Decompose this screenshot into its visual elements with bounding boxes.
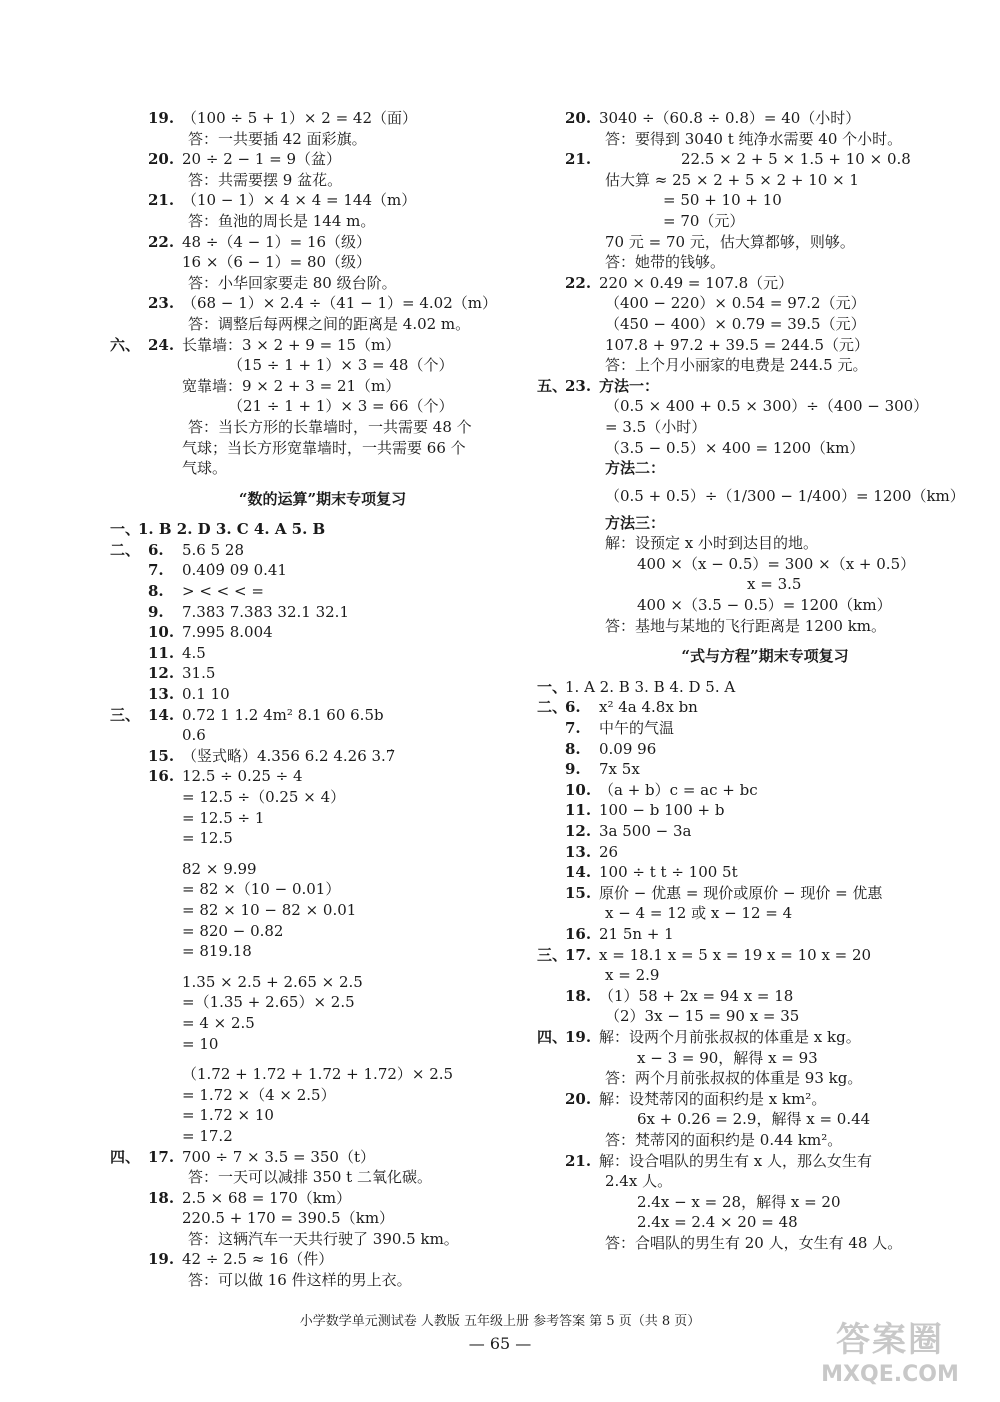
answer-line [565,1233,965,1254]
question-number: 21. [565,1151,592,1170]
answer-text: = 82 × 10 − 82 × 0.01 [182,900,357,919]
answer-line [537,697,965,718]
question-number: 19. [565,1027,592,1046]
heading-text: “式与方程”期末专项复习 [681,647,849,666]
answer-line [565,595,965,616]
question-number: 12. [148,664,175,683]
answer-text: 70 元 = 70 元，估大算都够，则够。 [605,232,855,251]
answer-text: 22.5 × 2 + 5 × 1.5 + 10 × 0.8 [681,150,911,169]
question-number: 6. [148,540,164,559]
answer-line [110,859,535,880]
answer-text: x − 4 = 12 或 x − 12 = 4 [605,904,793,923]
answer-line [565,211,965,232]
answer-text: 220 × 0.49 = 107.8（元） [599,273,794,292]
answer-line [110,684,535,705]
answer-line [110,314,535,335]
answer-text: x² 4a 4.8x bn [599,698,698,717]
answer-text: 0.6 [182,726,206,745]
answer-text: = 3.5（小时） [605,417,707,436]
answer-line [565,1068,965,1089]
answer-line [110,211,535,232]
answer-text: （15 ÷ 1 + 1）× 3 = 48（个） [228,356,454,375]
question-number: 22. [565,273,592,292]
answer-text: 答：梵蒂冈的面积约是 0.44 km²。 [605,1130,843,1149]
answer-line [110,643,535,664]
answer-line [110,252,535,273]
answer-line [110,828,535,849]
question-number: 10. [148,623,175,642]
answer-line [110,992,535,1013]
section-marker: 五、 [537,376,568,395]
answer-text: 答：要得到 3040 t 纯净水需要 40 个小时。 [605,129,903,148]
answer-text: （400 − 220）× 0.54 = 97.2（元） [605,294,866,313]
question-number: 20. [565,109,592,127]
answer-line [110,1229,535,1250]
question-number: 20. [565,1089,592,1108]
answer-text: 气球。 [182,459,228,478]
answer-line [565,924,965,945]
footer-info: 小学数学单元测试卷 人教版 五年级上册 参考答案 第 5 页（共 8 页） [299,1314,701,1329]
right-column [537,108,965,1253]
answer-text: （21 ÷ 1 + 1）× 3 = 66（个） [228,397,454,416]
answer-text: （2）3x − 15 = 90 x = 35 [605,1007,800,1026]
answer-line [110,108,535,129]
answer-line [110,622,535,643]
answer-text: 答：合唱队的男生有 20 人，女生有 48 人。 [605,1233,903,1252]
answer-text: x = 3.5 [747,575,802,594]
answer-text: （a + b）c = ac + bc [599,780,758,799]
answer-line [110,335,535,356]
answer-text: 7x 5x [599,760,640,779]
answer-line [565,273,965,294]
answer-text: 2.4x − x = 28，解得 x = 20 [637,1192,841,1211]
question-number: 8. [565,739,581,758]
answer-line [565,821,965,842]
answer-line [110,273,535,294]
answer-line [565,1192,965,1213]
answer-line [565,1006,965,1027]
answer-text: = 819.18 [182,942,252,961]
answer-text: 中午的气温 [599,719,675,738]
answer-text: 400 ×（3.5 − 0.5）= 1200（km） [637,596,892,615]
answer-text: 答：上个月小丽家的电费是 244.5 元。 [605,356,868,375]
answer-line [565,533,965,554]
answer-line [110,725,535,746]
question-number: 16. [565,924,592,943]
answer-text: 答：共需要摆 9 盆花。 [188,170,343,189]
answer-line [565,417,965,438]
question-number: 21. [148,191,175,210]
section-marker: 一、 [110,520,141,539]
answer-line [110,396,535,417]
answer-text: 7.383 7.383 32.1 32.1 [182,602,349,621]
section-marker: 六、 [110,335,141,354]
answer-text: = 1.72 ×（4 × 2.5） [182,1085,336,1104]
answer-line [565,1151,965,1172]
answer-text: 12.5 ÷ 0.25 ÷ 4 [182,767,303,786]
answer-line [565,1048,965,1069]
answer-text: 7.995 8.004 [182,623,273,642]
answer-text: 2.4x 人。 [605,1172,673,1191]
question-number: 6. [565,698,581,717]
answer-line [110,602,535,623]
answer-text: = 50 + 10 + 10 [663,191,782,210]
question-number: 15. [148,746,175,765]
answer-line [565,293,965,314]
question-number: 19. [148,1250,175,1269]
answer-line [565,458,965,479]
watermark-text: 答案圈 [836,1320,944,1360]
answer-line [565,800,965,821]
answer-line [565,335,965,356]
answer-text: 700 ÷ 7 × 3.5 = 350（t） [182,1147,376,1166]
answer-text: 方法三： [605,513,666,532]
answer-line [565,396,965,417]
answer-text: （1.72 + 1.72 + 1.72 + 1.72）× 2.5 [182,1065,454,1084]
answer-text: 2.5 × 68 = 170（km） [182,1188,352,1207]
answer-line [565,355,965,376]
answer-line [537,376,965,397]
question-number: 18. [565,986,592,1005]
answer-text: 16 ×（6 − 1）= 80（级） [182,253,372,272]
question-number: 8. [148,582,164,601]
answer-text: 0.1 10 [182,685,230,704]
answer-text: 400 ×（x − 0.5）= 300 ×（x + 0.5） [637,554,916,573]
answer-line [565,1212,965,1233]
question-number: 15. [565,883,592,902]
question-number: 17. [148,1147,175,1166]
answer-text: = 1.72 × 10 [182,1106,274,1125]
answer-text: = 82 ×（10 − 0.01） [182,880,341,899]
answer-line [110,1105,535,1126]
question-number: 13. [148,685,175,704]
section-marker: 四、 [537,1027,568,1046]
answer-text: 4.5 [182,643,206,662]
heading-text: “数的运算”期末专项复习 [238,489,407,508]
answer-line [565,252,965,273]
answer-text: 2.4x = 2.4 × 20 = 48 [637,1213,798,1232]
section-marker: 二、 [110,540,141,559]
question-number: 9. [148,602,164,621]
answer-text: = 4 × 2.5 [182,1013,255,1032]
answer-text: 解：设合唱队的男生有 x 人，那么女生有 [599,1151,872,1170]
answer-text: （10 − 1）× 4 × 4 = 144（m） [182,191,417,210]
answer-line [110,376,535,397]
answer-line [110,1249,535,1270]
answer-text: 解：设两个月前张叔叔的体重是 x kg。 [599,1027,861,1046]
answer-text: 42 ÷ 2.5 ≈ 16（件） [182,1250,334,1269]
answer-text: （450 − 400）× 0.79 = 39.5（元） [605,314,866,333]
answer-line [565,842,965,863]
answer-line [565,616,965,637]
answer-text: 宽靠墙：9 × 2 + 3 = 21（m） [182,376,401,395]
answer-line [110,787,535,808]
answer-text: 0.40̇9̇ 09 0.41 [182,561,287,580]
answer-line [537,945,965,966]
answer-text: 答：鱼池的周长是 144 m。 [188,211,376,230]
question-number: 14. [565,863,592,882]
answer-text: 0.09 96 [599,739,657,758]
answer-text: = 10 [182,1034,219,1053]
answer-text: 3040 ÷（60.8 ÷ 0.8）= 40（小时） [599,109,861,127]
answer-line [565,438,965,459]
answer-line [110,1013,535,1034]
question-number: 23. [148,294,175,313]
answer-line [565,862,965,883]
answer-text: 答：一天可以减排 350 t 二氧化碳。 [188,1168,432,1187]
answer-text: 答：一共要插 42 面彩旗。 [188,129,367,148]
answer-text: 方法二： [605,459,666,478]
question-number: 24. [148,335,175,354]
question-number: 11. [148,643,175,662]
section-marker: 三、 [537,945,568,964]
answer-line [110,293,535,314]
answer-text: 方法一： [599,376,660,395]
answer-line [565,1171,965,1192]
question-number: 21. [565,150,592,169]
answer-text: x = 18.1 x = 5 x = 19 x = 10 x = 20 [599,945,872,964]
answer-line [565,314,965,335]
section-marker: 二、 [537,698,568,717]
answer-text: = 70（元） [663,211,745,230]
answer-line [565,965,965,986]
question-number: 20. [148,150,175,169]
answer-text: 5.6 5 28 [182,540,245,559]
answer-line [110,1270,535,1291]
answer-line [565,479,965,513]
answer-line [110,1126,535,1147]
answer-line [565,190,965,211]
answer-line [110,663,535,684]
answer-text: = 12.5 ÷ 1 [182,808,265,827]
answer-line [110,417,535,438]
section-marker: 一、 [537,677,568,696]
answer-text: 6x + 0.26 = 2.9，解得 x = 0.44 [637,1110,871,1129]
answer-line [110,972,535,993]
answer-text: = 12.5 [182,829,233,848]
answer-line [537,677,965,698]
answer-text: 100 − b 100 + b [599,801,725,820]
question-number: 7. [565,719,581,738]
answer-line [110,232,535,253]
answer-text: 21 5n + 1 [599,924,674,943]
answer-line [110,190,535,211]
answer-line [110,941,535,962]
answer-line [110,581,535,602]
watermark-url: MXQE.COM [821,1362,959,1387]
answer-text: 答：调整后每两棵之间的距离是 4.02 m。 [188,314,471,333]
answer-line [565,1130,965,1151]
answer-text: =（1.35 + 2.65）× 2.5 [182,993,355,1012]
answer-text: 答：当长方形的长靠墙时，一共需要 48 个 [188,417,472,436]
question-number: 22. [148,232,175,251]
answer-text: 长靠墙：3 × 2 + 9 = 15（m） [182,335,401,354]
answer-line [110,560,535,581]
answer-line [565,108,965,129]
answer-line [537,1027,965,1048]
answer-text: 答：两个月前张叔叔的体重是 93 kg。 [605,1069,863,1088]
answer-text: （68 − 1）× 2.4 ÷（41 − 1）= 4.02（m） [182,294,497,313]
answer-line [565,739,965,760]
answer-text: 0.72 1 1.2 4m² 8.1 60 6.5b [182,705,384,724]
answer-line [110,879,535,900]
section-marker: 四、 [110,1147,141,1166]
answer-text: 1.35 × 2.5 + 2.65 × 2.5 [182,972,363,991]
question-number: 17. [565,945,592,964]
answer-line [110,170,535,191]
question-number: 9. [565,760,581,779]
question-number: 19. [148,109,175,127]
answer-text: 答：基地与某地的飞行距离是 1200 km。 [605,616,887,635]
answer-text: 答：小华回家要走 80 级台阶。 [188,273,397,292]
answer-line [565,170,965,191]
answer-text: x − 3 = 90，解得 x = 93 [637,1048,818,1067]
answer-text: （0.5 + 0.5）÷（1/300 − 1/400）= 1200（km） [605,486,965,505]
answer-text: 220.5 + 170 = 390.5（km） [182,1209,395,1228]
question-number: 12. [565,822,592,840]
answer-line [565,883,965,904]
question-number: 16. [148,767,175,786]
answer-text: （100 ÷ 5 + 1）× 2 = 42（面） [182,109,417,127]
answer-line [110,519,535,540]
answer-line [565,513,965,534]
answer-line [110,746,535,767]
answer-line [110,1188,535,1209]
answer-text: 48 ÷（4 − 1）= 16（级） [182,232,372,251]
answer-line [110,808,535,829]
answer-line [565,574,965,595]
answer-text: 20 ÷ 2 − 1 = 9（盆） [182,150,342,169]
watermark-logo [800,1318,980,1394]
answer-text: = 820 − 0.82 [182,921,284,940]
answer-text: 答：这辆汽车一天共行驶了 390.5 km。 [188,1229,459,1248]
answer-line [565,903,965,924]
answer-text: 3a 500 − 3a [599,822,692,840]
answer-line [565,759,965,780]
answer-text: （竖式略）4.356 6.2 4.26 3.7̇ [182,746,396,765]
answer-text: 原价 − 优惠 = 现价或原价 − 现价 = 优惠 [599,883,883,902]
answer-line [565,780,965,801]
section-heading [565,646,965,667]
section-marker: 三、 [110,705,141,724]
answer-text: = 12.5 ÷（0.25 × 4） [182,788,346,806]
page-number: — 65 — [468,1334,532,1353]
answer-line [565,232,965,253]
answer-line [110,1167,535,1188]
answer-line [565,554,965,575]
answer-line [110,1208,535,1229]
answer-line [565,149,965,170]
answer-line [110,766,535,787]
answer-line [110,540,535,561]
section-heading [110,489,535,510]
question-number: 7. [148,561,164,580]
answer-line [565,129,965,150]
answer-text: 气球；当长方形宽靠墙时，一共需要 66 个 [182,438,466,457]
question-number: 18. [148,1188,175,1207]
answer-line [110,458,535,479]
answer-text: 估大算 ≈ 25 × 2 + 5 × 2 + 10 × 1 [605,170,859,189]
answer-text: 26 [599,842,619,861]
answer-text: 31.5 [182,664,216,683]
question-number: 10. [565,780,592,799]
answer-line [110,1064,535,1085]
answer-line [110,1085,535,1106]
answer-line [110,705,535,726]
answer-line [110,1147,535,1168]
answer-line [110,438,535,459]
answer-text: （1）58 + 2x = 94 x = 18 [599,986,794,1005]
answer-text: 107.8 + 97.2 + 39.5 = 244.5（元） [605,335,869,354]
answer-text: 解：设梵蒂冈的面积约是 x km²。 [599,1089,827,1108]
answer-line [110,1034,535,1055]
answer-text: = 17.2 [182,1126,233,1145]
answer-text: 82 × 9.99 [182,859,257,878]
answer-line [110,149,535,170]
question-number: 23. [565,376,592,395]
answer-text: 答：她带的钱够。 [605,253,726,272]
answer-line [565,986,965,1007]
answer-line [110,900,535,921]
answer-text: （0.5 × 400 + 0.5 × 300）÷（400 − 300） [605,397,929,416]
answer-line [565,1089,965,1110]
answer-text: 答：可以做 16 件这样的男上衣。 [188,1271,412,1290]
answer-line [110,129,535,150]
answer-line [565,1109,965,1130]
answer-text: x = 2.9 [605,966,660,985]
answer-line [565,718,965,739]
answer-text: > < < < = [182,582,264,601]
answer-text: 解：设预定 x 小时到达目的地。 [605,534,818,553]
answer-text: 1. B 2. D 3. C 4. A 5. B [138,520,326,539]
answer-text: 1. A 2. B 3. B 4. D 5. A [565,677,736,696]
left-column [110,108,535,1291]
answer-text: 100 ÷ t t ÷ 100 5t [599,863,738,882]
question-number: 13. [565,842,592,861]
question-number: 11. [565,801,592,820]
answer-line [110,921,535,942]
question-number: 14. [148,705,175,724]
answer-text: （3.5 − 0.5）× 400 = 1200（km） [605,438,865,457]
answer-line [110,355,535,376]
